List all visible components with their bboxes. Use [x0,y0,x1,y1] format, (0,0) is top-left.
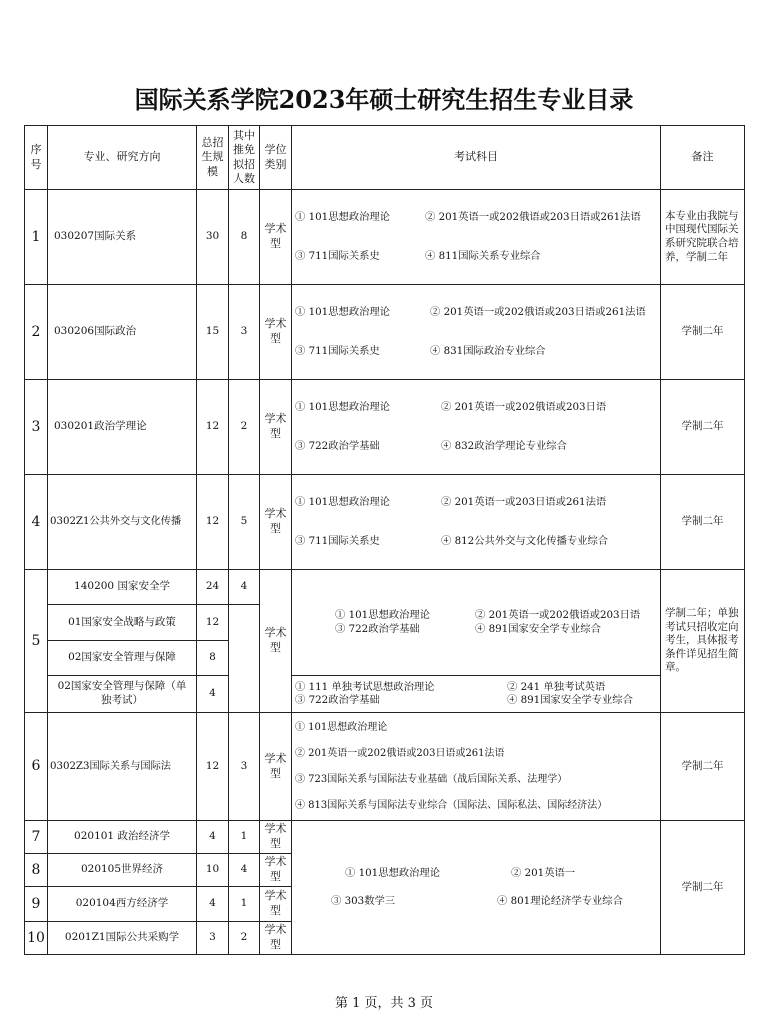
row-seq: 9 [25,887,48,922]
row-exam: ① 101思想政治理论 ② 201英语一或202俄语或203日语或261法语 ③ 723国际关系与国际法专业基础（战后国际关系、法理学） ④ 813国际关系与国际法专业综合（国际法、国际私法、国际经济法） [292,713,661,821]
row-degree: 学术型 [260,190,292,285]
header-degree: 学位类别 [260,126,292,190]
table-row [25,821,745,854]
row-total: 4 [197,887,229,922]
row-major: 0302Z1公共外交与文化传播 [48,475,197,570]
header-exam: 考试科目 [292,126,661,190]
table-row [25,713,745,821]
header-note: 备注 [661,126,745,190]
catalog-table [24,125,745,955]
row-exam: ① 101思想政治理论 ② 201英语一或202俄语或203日语或261法语 ③ 711国际关系史 ④ 831国际政治专业综合 [292,285,661,380]
header-major: 专业、研究方向 [48,126,197,190]
table-row [25,380,745,475]
row-exempt [229,605,260,713]
row-major: 030201政治学理论 [48,380,197,475]
row-major: 02国家安全管理与保障（单独考试） [48,676,197,713]
row-exam: ① 101思想政治理论 ② 201英语一或202俄语或203日语或261法语 ③ 711国际关系史 ④ 811国际关系专业综合 [292,190,661,285]
row-total: 10 [197,854,229,887]
row-note: 学制二年 [661,475,745,570]
row-exempt: 2 [229,922,260,955]
row-exempt: 4 [229,854,260,887]
row-degree: 学术型 [260,887,292,922]
row-seq: 2 [25,285,48,380]
row-major: 020101 政治经济学 [48,821,197,854]
row-note: 学制二年 [661,285,745,380]
row-note: 学制二年；单独考试只招收定向考生，具体报考条件详见招生简章。 [661,570,745,713]
row-exam: ① 101思想政治理论 ② 201英语一 ③ 303数学三 ④ 801理论经济学专业综合 [292,821,661,955]
row-total: 4 [197,821,229,854]
table-row [25,475,745,570]
row-seq: 1 [25,190,48,285]
row-total: 15 [197,285,229,380]
row-seq: 10 [25,922,48,955]
header-exempt: 其中推免拟招人数 [229,126,260,190]
table-row [25,285,745,380]
row-degree: 学术型 [260,475,292,570]
row-total: 12 [197,605,229,641]
row-seq: 4 [25,475,48,570]
header-row [25,126,745,190]
row-total: 12 [197,713,229,821]
row-major: 020104西方经济学 [48,887,197,922]
row-total: 30 [197,190,229,285]
row-total: 8 [197,641,229,676]
row-major: 02国家安全管理与保障 [48,641,197,676]
row-major: 030207国际关系 [48,190,197,285]
row-note: 学制二年 [661,380,745,475]
row-exempt: 3 [229,285,260,380]
row-total: 4 [197,676,229,713]
row-note: 学制二年 [661,713,745,821]
row-exempt: 1 [229,821,260,854]
row-exam: ① 111 单独考试思想政治理论 ② 241 单独考试英语 ③ 722政治学基础 ④ 891国家安全学专业综合 [292,676,661,713]
row-major: 0201Z1国际公共采购学 [48,922,197,955]
row-total: 12 [197,475,229,570]
row-exempt: 1 [229,887,260,922]
row-major: 020105世界经济 [48,854,197,887]
row-total: 3 [197,922,229,955]
table-row [25,190,745,285]
row-exempt: 2 [229,380,260,475]
row-exempt: 4 [229,570,260,605]
row-total: 12 [197,380,229,475]
row-degree: 学术型 [260,713,292,821]
row-exempt: 3 [229,713,260,821]
row-degree: 学术型 [260,570,292,713]
row-exempt: 5 [229,475,260,570]
row-seq: 7 [25,821,48,854]
row-degree: 学术型 [260,922,292,955]
row-degree: 学术型 [260,285,292,380]
table-row [25,676,745,713]
row-major: 0302Z3国际关系与国际法 [48,713,197,821]
header-total: 总招生规模 [197,126,229,190]
row-degree: 学术型 [260,854,292,887]
row-degree: 学术型 [260,380,292,475]
row-seq: 3 [25,380,48,475]
row-total: 24 [197,570,229,605]
row-seq: 6 [25,713,48,821]
row-exam: ① 101思想政治理论 ② 201英语一或202俄语或203日语 ③ 722政治学基础 ④ 891国家安全学专业综合 [292,570,661,676]
row-major: 030206国际政治 [48,285,197,380]
table-row [25,570,745,605]
page-title: 国际关系学院2023年硕士研究生招生专业目录 [134,85,634,114]
row-exempt: 8 [229,190,260,285]
header-seq: 序号 [25,126,48,190]
row-note: 本专业由我院与中国现代国际关系研究院联合培养，学制二年 [661,190,745,285]
row-exam: ① 101思想政治理论 ② 201英语一或203日语或261法语 ③ 711国际关系史 ④ 812公共外交与文化传播专业综合 [292,475,661,570]
row-note: 学制二年 [661,821,745,955]
page-footer: 第 1 页，共 3 页 [334,996,434,1011]
row-seq: 8 [25,854,48,887]
row-major: 01国家安全战略与政策 [48,605,197,641]
row-exam: ① 101思想政治理论 ② 201英语一或202俄语或203日语 ③ 722政治学基础 ④ 832政治学理论专业综合 [292,380,661,475]
row-seq: 5 [25,570,48,713]
row-degree: 学术型 [260,821,292,854]
row-major: 140200 国家安全学 [48,570,197,605]
